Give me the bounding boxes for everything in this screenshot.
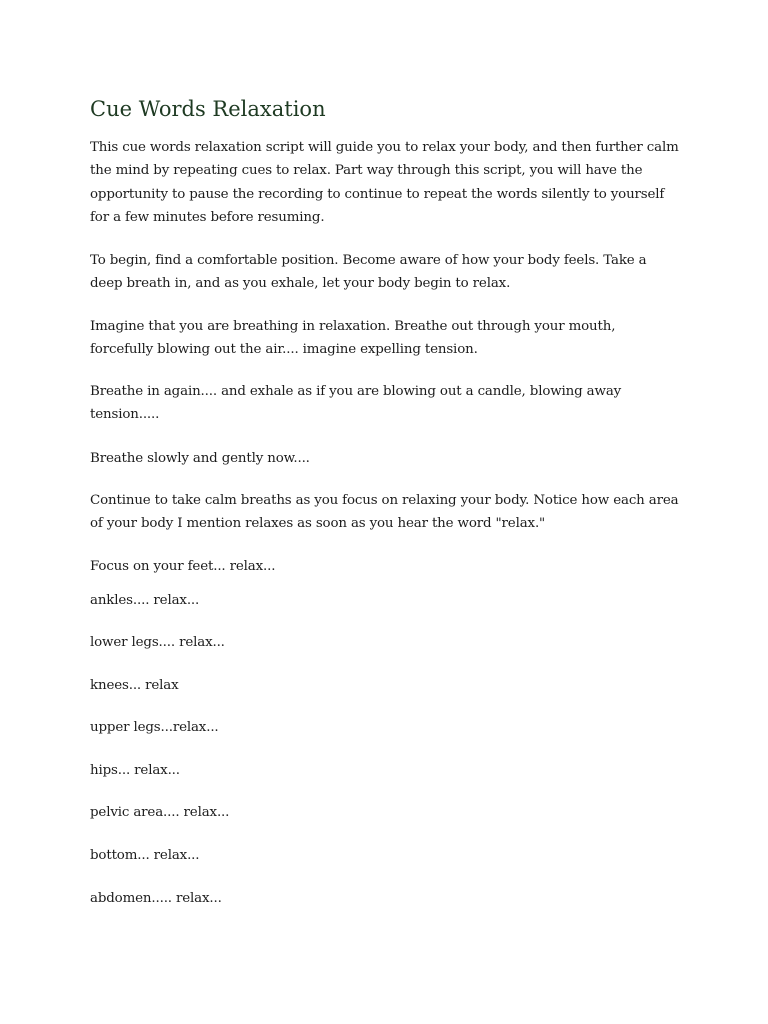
text-line: Focus on your feet... relax... bbox=[90, 559, 276, 574]
text-line: for a few minutes before resuming. bbox=[90, 209, 325, 225]
text-line: upper legs...relax... bbox=[90, 720, 219, 735]
breathe-slowly-paragraph bbox=[90, 447, 690, 470]
text-line: tension..... bbox=[90, 407, 160, 423]
cue-hips bbox=[90, 759, 690, 782]
text-line: abdomen..... relax... bbox=[90, 891, 222, 906]
cue-upper-legs bbox=[90, 716, 690, 739]
text-line: lower legs.... relax... bbox=[90, 635, 225, 650]
text-line: Imagine that you are breathing in relaxation. Breathe out through your mouth, bbox=[90, 319, 616, 334]
text-line: To begin, find a comfortable position. Become aware of how your body feels. Take a bbox=[90, 253, 647, 268]
text-line: Breathe slowly and gently now.... bbox=[90, 451, 310, 466]
text-line: deep breath in, and as you exhale, let your body begin to relax. bbox=[90, 276, 511, 292]
cue-ankles bbox=[90, 589, 690, 612]
cue-pelvic-area bbox=[90, 801, 690, 824]
document-title: Cue Words Relaxation bbox=[90, 97, 326, 121]
text-line: knees... relax bbox=[90, 678, 179, 693]
cue-knees bbox=[90, 674, 690, 697]
text-line: Continue to take calm breaths as you focus on relaxing your body. Notice how each area bbox=[90, 493, 679, 508]
text-line: hips... relax... bbox=[90, 763, 180, 778]
text-line: of your body I mention relaxes as soon as you hear the word "relax." bbox=[90, 516, 546, 532]
cue-abdomen bbox=[90, 887, 690, 910]
text-line: bottom... relax... bbox=[90, 848, 200, 863]
text-line: forcefully blowing out the air.... imagine expelling tension. bbox=[90, 342, 478, 358]
cue-lower-legs bbox=[90, 631, 690, 654]
cue-bottom bbox=[90, 844, 690, 867]
text-line: This cue words relaxation script will guide you to relax your body, and then further calm bbox=[90, 140, 679, 155]
cue-feet bbox=[90, 555, 690, 578]
text-line: opportunity to pause the recording to continue to repeat the words silently to yourself bbox=[90, 186, 665, 202]
text-line: Breathe in again.... and exhale as if you are blowing out a candle, blowing away bbox=[90, 384, 622, 399]
breathe-again-paragraph bbox=[90, 380, 690, 427]
text-line: pelvic area.... relax... bbox=[90, 805, 230, 820]
text-line: the mind by repeating cues to relax. Part way through this script, you will have the bbox=[90, 163, 643, 179]
imagine-paragraph bbox=[90, 315, 690, 362]
begin-paragraph bbox=[90, 249, 690, 296]
continue-paragraph bbox=[90, 489, 690, 536]
text-line: ankles.... relax... bbox=[90, 593, 200, 608]
intro-paragraph bbox=[90, 136, 690, 229]
